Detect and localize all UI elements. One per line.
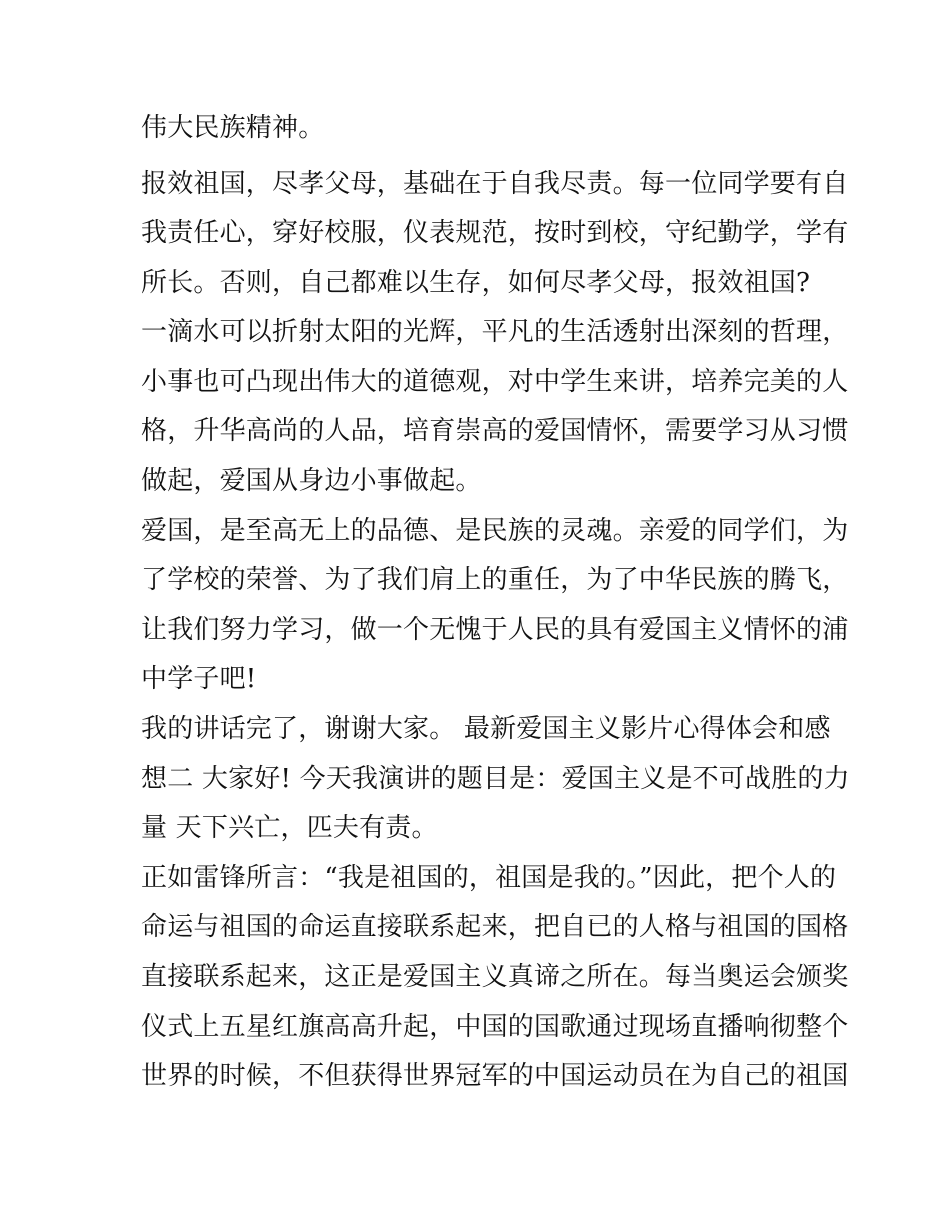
text-line: 量 天下兴亡，匹夫有责。	[141, 813, 438, 843]
text-line: 报效祖国，尽孝父母，基础在于自我尽责。每一位同学要有自	[141, 169, 849, 199]
text-line: 仪式上五星红旗高高升起，中国的国歌通过现场直播响彻整个	[141, 1012, 849, 1042]
text-line: 正如雷锋所言：“我是祖国的，祖国是我的。”因此，把个人的	[141, 863, 837, 893]
text-line: 爱国，是至高无上的品德、是民族的灵魂。亲爱的同学们，为	[141, 516, 849, 546]
text-line: 所长。否则，自己都难以生存，如何尽孝父母，报效祖国?	[141, 268, 811, 298]
text-line: 我责任心，穿好校服，仪表规范，按时到校，守纪勤学，学有	[141, 218, 849, 248]
text-line: 让我们努力学习，做一个无愧于人民的具有爱国主义情怀的浦	[141, 615, 849, 645]
text-line: 直接联系起来，这正是爱国主义真谛之所在。每当奥运会颁奖	[141, 962, 849, 992]
text-line: 我的讲话完了，谢谢大家。 最新爱国主义影片心得体会和感	[141, 714, 831, 744]
text-line: 了学校的荣誉、为了我们肩上的重任，为了中华民族的腾飞，	[141, 565, 849, 595]
text-line: 一滴水可以折射太阳的光辉，平凡的生活透射出深刻的哲理，	[141, 317, 849, 347]
text-line: 想二 大家好! 今天我演讲的题目是：爱国主义是不可战胜的力	[141, 764, 850, 794]
text-line: 中学子吧!	[141, 664, 257, 694]
text-line: 命运与祖国的命运直接联系起来，把自已的人格与祖国的国格	[141, 912, 849, 942]
text-line: 世界的时候，不但获得世界冠军的中国运动员在为自己的祖国	[141, 1061, 849, 1091]
text-line: 伟大民族精神。	[141, 113, 325, 143]
text-line: 小事也可凸现出伟大的道德观，对中学生来讲，培养完美的人	[141, 367, 849, 397]
text-line: 做起，爱国从身边小事做起。	[141, 466, 482, 496]
text-line: 格，升华高尚的人品，培育崇高的爱国情怀，需要学习从习惯	[141, 416, 849, 446]
